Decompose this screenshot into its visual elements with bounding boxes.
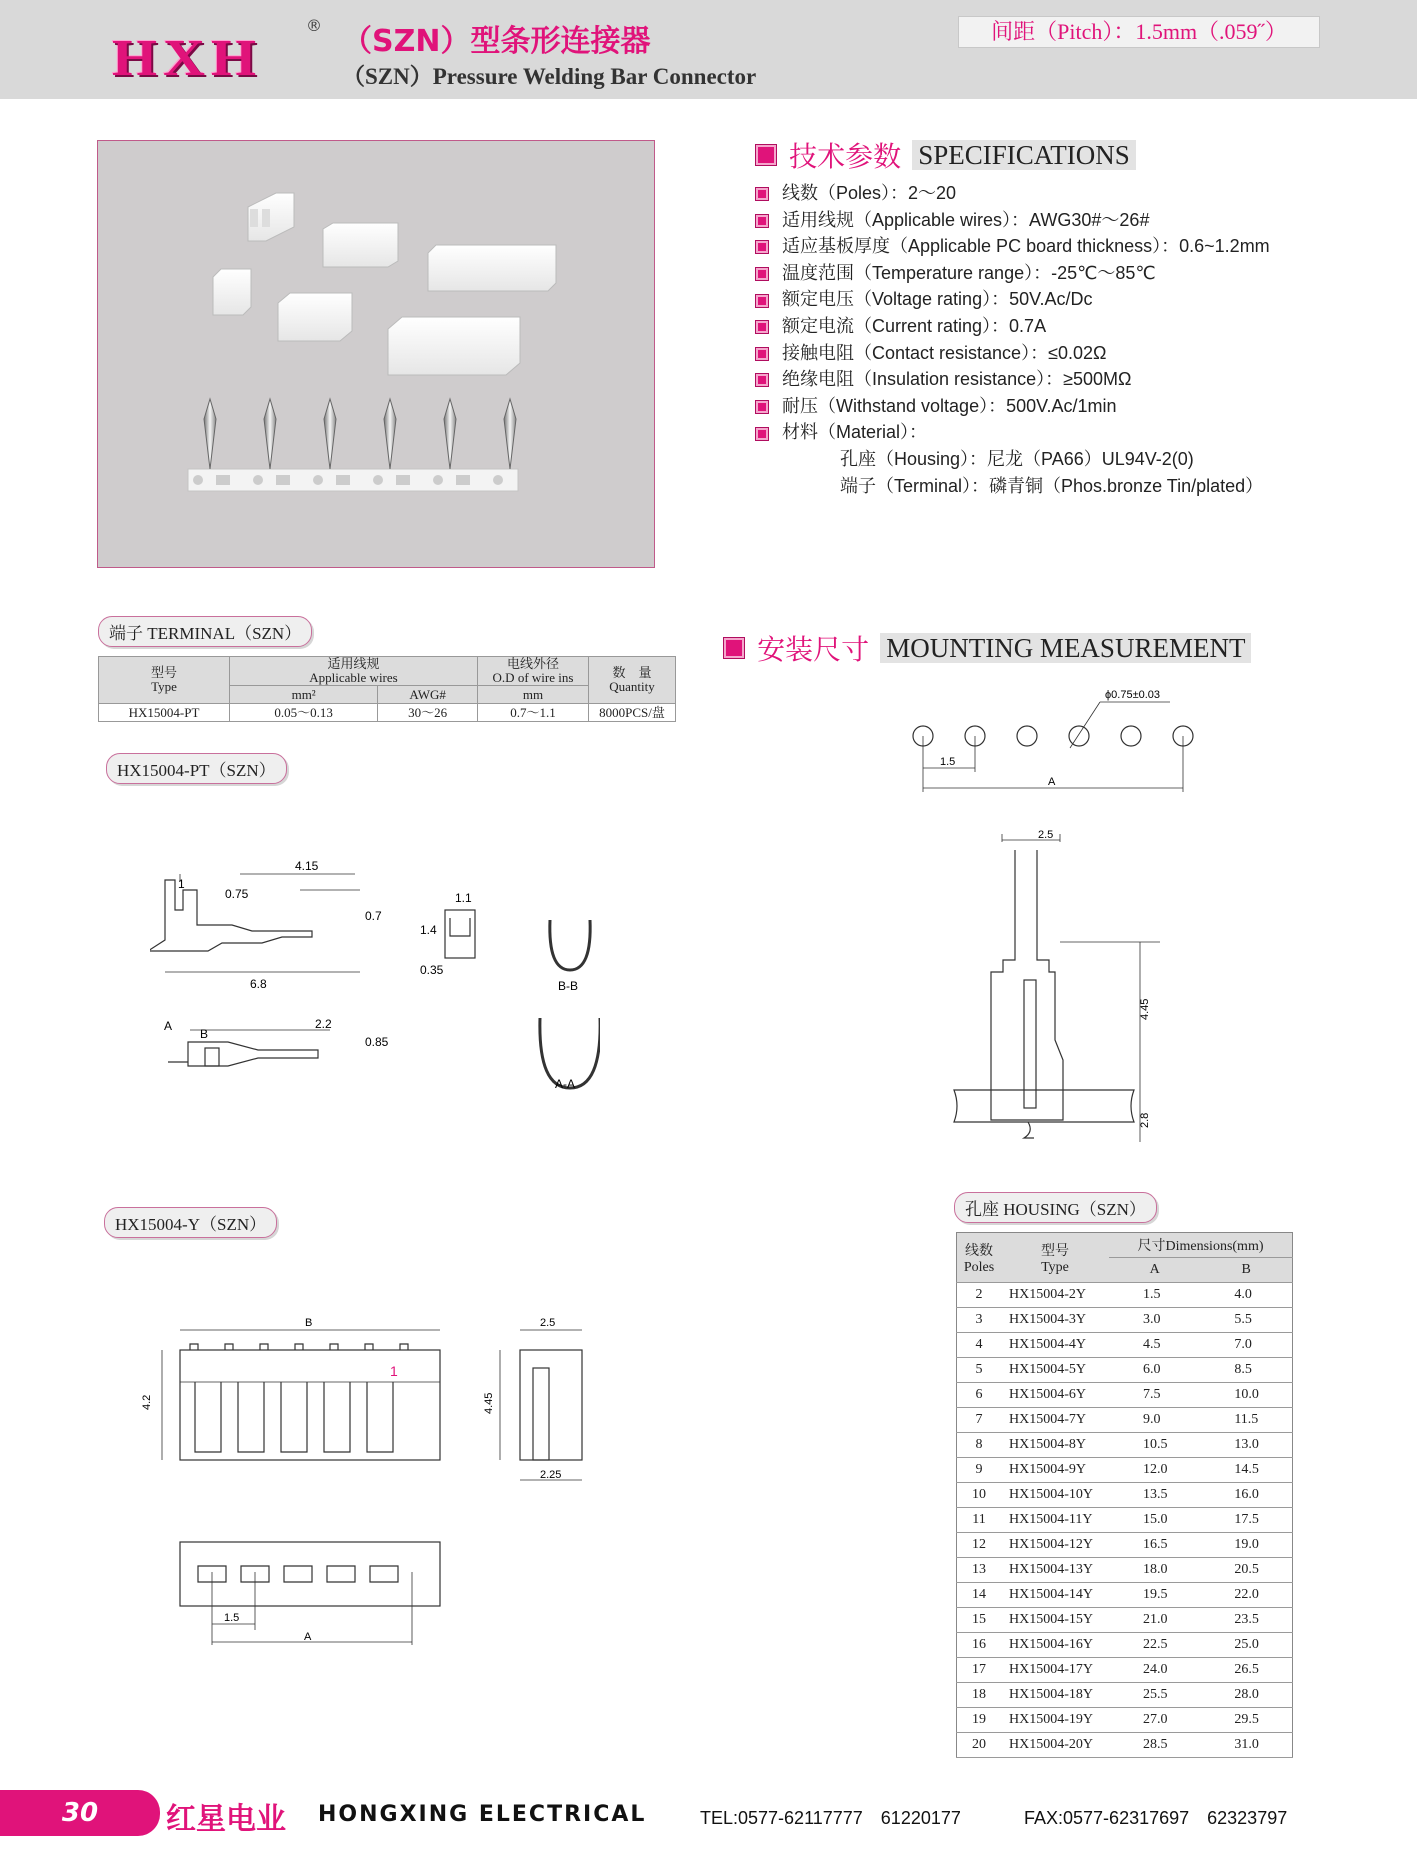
svg-text:2.25: 2.25: [540, 1469, 562, 1481]
svg-text:0.75: 0.75: [225, 887, 249, 901]
svg-text:A: A: [1048, 776, 1056, 788]
table-cell: HX15004-17Y: [1001, 1658, 1109, 1683]
bullet-icon: [756, 295, 768, 307]
th-dimensions: 尺寸Dimensions(mm): [1109, 1233, 1293, 1258]
table-cell: 16.0: [1200, 1483, 1292, 1508]
spec-item: 适应基板厚度（Applicable PC board thickness）：0.6~1.2mm: [756, 233, 1396, 260]
svg-text:2.2: 2.2: [315, 1017, 332, 1031]
table-cell: HX15004-10Y: [1001, 1483, 1109, 1508]
table-cell: 23.5: [1200, 1608, 1292, 1633]
table-cell: HX15004-6Y: [1001, 1383, 1109, 1408]
table-cell: 14.5: [1200, 1458, 1292, 1483]
table-row: HX15004-PT 0.05～0.13 30～26 0.7～1.1 8000PCS/盘: [99, 704, 676, 722]
registered-mark: ®: [306, 16, 322, 35]
svg-text:4.2: 4.2: [141, 1394, 153, 1410]
bullet-icon: [756, 241, 768, 253]
spec-subitem: 孔座（Housing）：尼龙（PA66）UL94V-2(0): [840, 448, 1194, 469]
mounting-heading-en: MOUNTING MEASUREMENT: [880, 633, 1251, 663]
spec-item: 温度范围（Temperature range）：-25℃～85℃: [756, 260, 1396, 287]
table-row: [957, 1408, 1293, 1433]
svg-text:B: B: [305, 1317, 313, 1329]
table-cell: 9.0: [1109, 1408, 1200, 1433]
table-cell: 25.5: [1109, 1683, 1200, 1708]
table-cell: 17.5: [1200, 1508, 1292, 1533]
table-cell: 6: [957, 1383, 1002, 1408]
table-row: [957, 1683, 1293, 1708]
table-cell: HX15004-18Y: [1001, 1683, 1109, 1708]
table-cell: 31.0: [1200, 1733, 1292, 1758]
table-cell: HX15004-7Y: [1001, 1408, 1109, 1433]
th-od: 电线外径 O.D of wire ins: [478, 657, 589, 686]
table-cell: HX15004-15Y: [1001, 1608, 1109, 1633]
th-a: A: [1109, 1258, 1200, 1283]
svg-text:2.5: 2.5: [540, 1317, 556, 1329]
svg-text:A: A: [164, 1019, 173, 1033]
bullet-icon: [756, 215, 768, 227]
housing-10pin: [428, 245, 556, 291]
table-row: [957, 1358, 1293, 1383]
svg-text:1.4: 1.4: [420, 923, 437, 937]
mounting-heading: [724, 628, 1251, 668]
table-cell: 11.5: [1200, 1408, 1292, 1433]
table-cell: 20.5: [1200, 1558, 1292, 1583]
spec-item: 适用线规（Applicable wires）：AWG30#～26#: [756, 207, 1396, 234]
table-cell: 4: [957, 1333, 1002, 1358]
table-cell: HX15004-2Y: [1001, 1283, 1109, 1308]
table-cell: 14: [957, 1583, 1002, 1608]
table-row: [957, 1383, 1293, 1408]
mounting-section-drawing: [940, 830, 1180, 1150]
table-cell: 25.0: [1200, 1633, 1292, 1658]
table-cell: 4.0: [1200, 1283, 1292, 1308]
svg-text:2.5: 2.5: [1038, 830, 1054, 841]
table-cell: 12: [957, 1533, 1002, 1558]
th-mm2: mm²: [230, 686, 378, 704]
table-cell: HX15004-4Y: [1001, 1333, 1109, 1358]
product-photo: [97, 140, 655, 568]
table-cell: 19: [957, 1708, 1002, 1733]
table-cell: HX15004-12Y: [1001, 1533, 1109, 1558]
terminal-strip: [188, 399, 518, 491]
svg-text:4.15: 4.15: [295, 859, 319, 873]
spec-item: 额定电压（Voltage rating）：50V.Ac/Dc: [756, 286, 1396, 313]
terminal-drawing-label: HX15004-PT（SZN）: [106, 753, 287, 784]
table-cell: HX15004-3Y: [1001, 1308, 1109, 1333]
table-cell: 29.5: [1200, 1708, 1292, 1733]
table-row: [957, 1583, 1293, 1608]
table-cell: 12.0: [1109, 1458, 1200, 1483]
table-row: [957, 1433, 1293, 1458]
table-cell: HX15004-20Y: [1001, 1733, 1109, 1758]
table-row: [957, 1458, 1293, 1483]
svg-text:ϕ0.75±0.03: ϕ0.75±0.03: [1105, 689, 1161, 701]
bullet-icon: [756, 188, 768, 200]
table-cell: HX15004-19Y: [1001, 1708, 1109, 1733]
page-title-cn: （SZN）型条形连接器: [342, 24, 651, 59]
table-cell: HX15004-11Y: [1001, 1508, 1109, 1533]
table-row: [957, 1733, 1293, 1758]
page-number: 30: [0, 1790, 160, 1836]
table-cell: HX15004-14Y: [1001, 1583, 1109, 1608]
bullet-icon: [756, 348, 768, 360]
th-type: 型号 Type: [1001, 1233, 1109, 1283]
bullet-icon: [756, 321, 768, 333]
svg-text:0.7: 0.7: [365, 909, 382, 923]
housing-drawing: [140, 1310, 600, 1650]
table-cell: 15.0: [1109, 1508, 1200, 1533]
spec-list: [756, 180, 1396, 499]
mounting-holes-drawing: [900, 680, 1220, 800]
table-cell: 5: [957, 1358, 1002, 1383]
housing-3pin: [248, 193, 294, 241]
table-cell: 13: [957, 1558, 1002, 1583]
svg-text:1.5: 1.5: [224, 1612, 240, 1624]
spec-heading-en: SPECIFICATIONS: [912, 140, 1136, 170]
table-cell: 7.0: [1200, 1333, 1292, 1358]
table-cell: 21.0: [1109, 1608, 1200, 1633]
housing-label: 孔座 HOUSING（SZN）: [954, 1192, 1157, 1223]
table-cell: 28.0: [1200, 1683, 1292, 1708]
housing-drawing-label: HX15004-Y（SZN）: [104, 1207, 277, 1238]
table-row: [957, 1658, 1293, 1683]
spec-heading-cn: 技术参数: [789, 140, 902, 173]
contact-fax: FAX:0577-62317697 62323797: [1024, 1808, 1288, 1828]
table-cell: 16: [957, 1633, 1002, 1658]
table-cell: 4.5: [1109, 1333, 1200, 1358]
svg-text:6.8: 6.8: [250, 977, 267, 991]
spec-heading: [756, 135, 1136, 175]
svg-text:4.45: 4.45: [1139, 998, 1151, 1020]
th-qty: 数 量 Quantity: [589, 657, 676, 704]
table-cell: 8.5: [1200, 1358, 1292, 1383]
table-cell: HX15004-13Y: [1001, 1558, 1109, 1583]
table-cell: HX15004-5Y: [1001, 1358, 1109, 1383]
table-cell: 19.0: [1200, 1533, 1292, 1558]
table-row: [957, 1508, 1293, 1533]
svg-text:4.45: 4.45: [483, 1392, 495, 1414]
table-cell: 10.5: [1109, 1433, 1200, 1458]
svg-text:2.8: 2.8: [1139, 1112, 1151, 1128]
table-cell: 16.5: [1109, 1533, 1200, 1558]
table-cell: 20: [957, 1733, 1002, 1758]
table-cell: 18: [957, 1683, 1002, 1708]
table-row: [957, 1608, 1293, 1633]
table-cell: 9: [957, 1458, 1002, 1483]
table-row: [957, 1533, 1293, 1558]
svg-text:A-A: A-A: [555, 1077, 576, 1091]
housing-table-body: [957, 1283, 1293, 1758]
housing-4pin: [278, 293, 352, 341]
company-name-cn: 红星电业: [166, 1802, 286, 1837]
bullet-icon: [724, 638, 744, 658]
svg-text:0.35: 0.35: [420, 963, 444, 977]
table-cell: 22.5: [1109, 1633, 1200, 1658]
table-cell: 7.5: [1109, 1383, 1200, 1408]
spec-item: 接触电阻（Contact resistance）：≤0.02Ω: [756, 340, 1396, 367]
table-row: [957, 1633, 1293, 1658]
bullet-icon: [756, 401, 768, 413]
svg-text:1.1: 1.1: [455, 891, 472, 905]
table-cell: 24.0: [1109, 1658, 1200, 1683]
spec-subitem: 端子（Terminal）：磷青铜（Phos.bronze Tin/plated）: [840, 475, 1264, 496]
table-cell: 13.5: [1109, 1483, 1200, 1508]
spec-item: 额定电流（Current rating）：0.7A: [756, 313, 1396, 340]
terminal-table: [98, 656, 676, 722]
contact-tel: TEL:0577-62117777 61220177: [700, 1808, 961, 1828]
table-cell: 1.5: [1109, 1283, 1200, 1308]
bullet-icon: [756, 268, 768, 280]
spec-item: 绝缘电阻（Insulation resistance）：≥500MΩ: [756, 366, 1396, 393]
table-row: [957, 1558, 1293, 1583]
mounting-heading-cn: 安装尺寸: [757, 633, 870, 666]
table-cell: 2: [957, 1283, 1002, 1308]
th-mm: mm: [478, 686, 589, 704]
terminal-drawing: [150, 850, 600, 1110]
table-cell: 10.0: [1200, 1383, 1292, 1408]
table-cell: 5.5: [1200, 1308, 1292, 1333]
spec-item: 耐压（Withstand voltage）：500V.Ac/1min: [756, 393, 1396, 420]
housing-table: [956, 1232, 1293, 1758]
terminal-label: 端子 TERMINAL（SZN）: [98, 616, 312, 647]
housing-2pin: [213, 269, 251, 315]
pitch-badge: 间距（Pitch）：1.5mm（.059˝）: [958, 16, 1320, 48]
housing-5pin: [323, 223, 398, 267]
table-cell: HX15004-16Y: [1001, 1633, 1109, 1658]
table-cell: 7: [957, 1408, 1002, 1433]
table-cell: 18.0: [1109, 1558, 1200, 1583]
table-cell: 6.0: [1109, 1358, 1200, 1383]
table-cell: 22.0: [1200, 1583, 1292, 1608]
company-name-en: HONGXING ELECTRICAL: [318, 1802, 647, 1827]
table-cell: 13.0: [1200, 1433, 1292, 1458]
connector-illustration: [98, 141, 654, 567]
table-cell: 26.5: [1200, 1658, 1292, 1683]
spec-item: 材料（Material）：: [756, 419, 1396, 446]
table-row: [957, 1283, 1293, 1308]
svg-text:B: B: [200, 1027, 209, 1041]
brand-logo: HXH: [112, 28, 263, 87]
svg-text:A: A: [304, 1631, 312, 1643]
svg-text:1: 1: [178, 877, 185, 891]
table-cell: 27.0: [1109, 1708, 1200, 1733]
housing-9pin: [388, 317, 520, 375]
table-row: [957, 1333, 1293, 1358]
th-awg: AWG#: [378, 686, 478, 704]
table-cell: 15: [957, 1608, 1002, 1633]
table-cell: HX15004-8Y: [1001, 1433, 1109, 1458]
table-row: [957, 1308, 1293, 1333]
svg-text:1: 1: [390, 1363, 398, 1379]
svg-text:B-B: B-B: [558, 979, 579, 993]
bullet-icon: [756, 428, 768, 440]
svg-text:1.5: 1.5: [940, 756, 956, 768]
table-cell: 3.0: [1109, 1308, 1200, 1333]
page-title-en: （SZN）Pressure Welding Bar Connector: [342, 64, 757, 89]
th-type: 型号 Type: [99, 657, 230, 704]
table-row: [957, 1708, 1293, 1733]
table-cell: 10: [957, 1483, 1002, 1508]
th-b: B: [1200, 1258, 1292, 1283]
spec-item: 线数（Poles）：2～20: [756, 180, 1396, 207]
table-cell: HX15004-9Y: [1001, 1458, 1109, 1483]
table-row: [957, 1483, 1293, 1508]
table-cell: 28.5: [1109, 1733, 1200, 1758]
bullet-icon: [756, 374, 768, 386]
table-cell: 19.5: [1109, 1583, 1200, 1608]
th-poles: 线数 Poles: [957, 1233, 1002, 1283]
th-wires: 适用线规 Applicable wires: [230, 657, 478, 686]
bullet-icon: [756, 145, 776, 165]
table-cell: 3: [957, 1308, 1002, 1333]
table-cell: 8: [957, 1433, 1002, 1458]
table-cell: 17: [957, 1658, 1002, 1683]
svg-text:0.85: 0.85: [365, 1035, 389, 1049]
table-cell: 11: [957, 1508, 1002, 1533]
